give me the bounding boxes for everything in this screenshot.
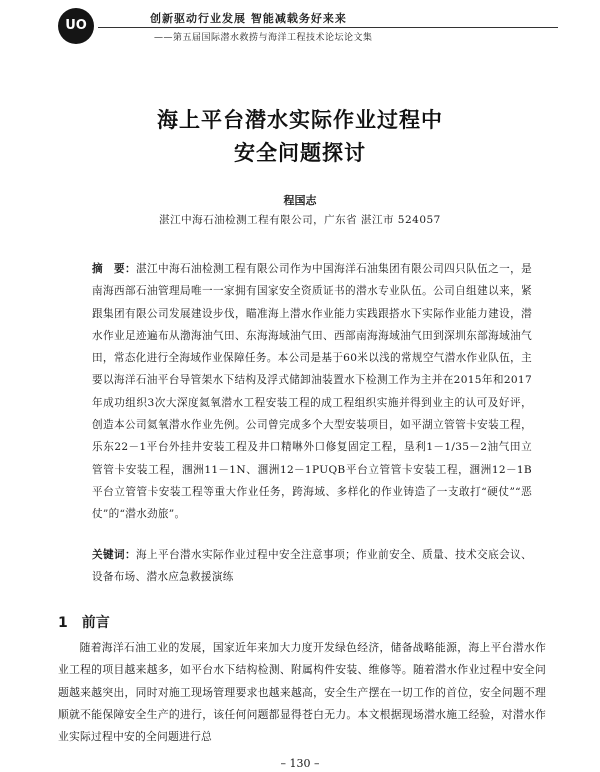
header-slogan: 创新驱动行业发展 智能减载务好来来	[150, 12, 347, 25]
abstract	[92, 258, 532, 526]
abstract-label: 摘 要：	[92, 263, 137, 275]
author-affiliation: 湛江中海石油检测工程有限公司，广东省 湛江市 524057	[159, 214, 441, 226]
conference-logo: UO	[58, 8, 94, 44]
section-heading	[58, 612, 110, 632]
header-proceedings-title: ——第五届国际潜水救捞与海洋工程技术论坛论文集	[154, 33, 373, 43]
paper-title-line1: 海上平台潜水实际作业过程中	[157, 108, 443, 132]
header-divider	[98, 27, 558, 28]
section-number: 1	[58, 615, 68, 631]
keywords-label: 关键词：	[92, 549, 137, 561]
paper-title	[0, 104, 600, 170]
page-header	[0, 0, 600, 50]
introduction-paragraph: 随着海洋石油工业的发展，国家近年来加大力度开发绿色经济，储备战略能源，海上平台潜水作业工程的项目越来越多，如平台水下结构检测、附属构件安装、维修等。随着潜水作业过程中安全问题越来越突出，同时对施工现场管理要求也越来越高，安全生产摆在一切工作的首位，安全问题不理顺就不能保障安全生产的进行，该任何问题都显得苍白无力。本文根据现场潜水施工经验，对潜水作业实际过程中安的全问题进行总	[58, 641, 546, 744]
author-name: 程国志	[283, 194, 317, 207]
abstract-text: 湛江中海石油检测工程有限公司作为中国海洋石油集团有限公司四只队伍之一，是南海西部石油管理局唯一一家拥有国家安全资质证书的潜水专业队伍。公司自组建以来，紧跟集团有限公司发展建设步伐，瞄准海上潜水作业能力实践跟搭水下实际作业能力建设，潜水作业足迹遍布从渤海油气田、东海海域油气田、西部南海海域油气田到深圳东部海域油气田，常态化进行全海域作业保障任务。本公司是基于60米以浅的常规空气潜水作业队伍，主要以海洋石油平台导管架水下结构及浮式储卸油装置水下检测工作为主并在2015年和2017年成功组织3次大深度氦氧潜水工程安装工程的成工程组织实施并得到业主的认可及好评，创造本公司氦氧潜水作业先例。公司曾完成多个大型安装项目，如平湖立管管卡安装工程，乐东22－1平台外挂井安装工程及井口精啉外口修复固定工程，垦利1－1/35－2油气田立管管卡安装工程，涠洲11－1N、涠洲12－1PUQB平台立管管卡安装工程，涠洲12－1B平台立管管卡安装工程等重大作业任务，跨海域、多样化的作业铸造了一支敢打“硬仗”“恶仗”的“潜水劲旅”。	[92, 263, 533, 521]
keywords-text: 海上平台潜水实际作业过程中安全注意事项；作业前安全、质量、技术交底会议、设备布场、潜水应急救援演练	[92, 549, 533, 584]
keywords	[92, 544, 532, 589]
page-number: – 130 –	[280, 757, 320, 770]
paper-title-line2: 安全问题探讨	[234, 141, 366, 165]
section-title: 前言	[81, 615, 110, 631]
